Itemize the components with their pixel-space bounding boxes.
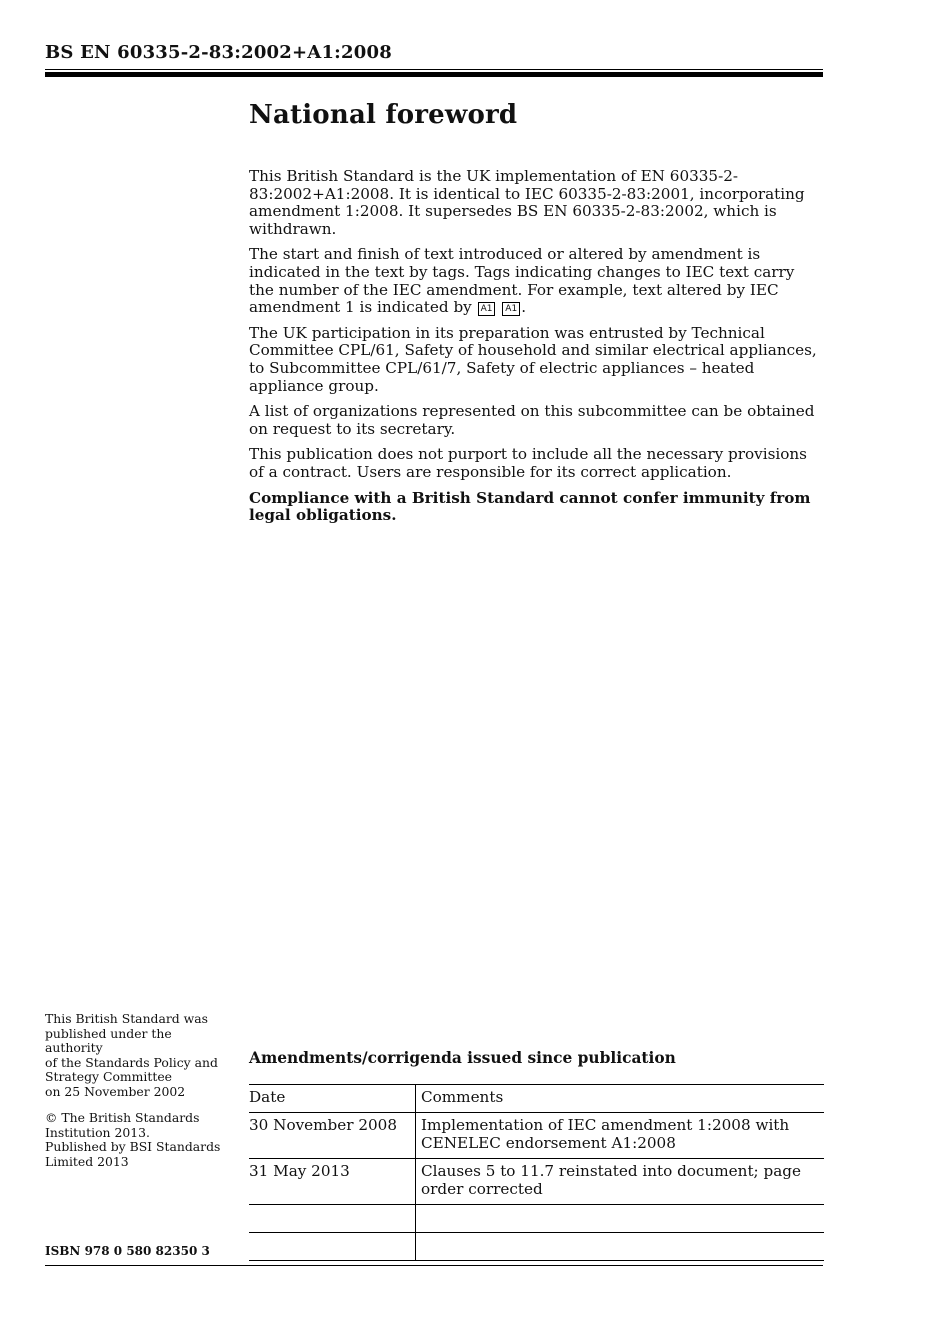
table-row [249,1233,824,1261]
table-row [249,1205,824,1233]
amendments-title: Amendments/corrigenda issued since publication [249,1049,676,1067]
amendment-open-tag-icon: A1 [478,302,496,316]
amendment-close-tag-icon: A1 [502,302,520,316]
table-row [249,1159,824,1205]
paragraph-contract: This publication does not purport to include all the necessary provisions of a contract. Users are responsible for its correct application. [249,445,807,481]
row-date: 31 May 2013 [249,1159,416,1205]
table-row [249,1113,824,1159]
row-date [249,1233,416,1261]
header-thin-rule [45,69,823,70]
column-header-date: Date [249,1085,416,1113]
copyright-note [45,1111,230,1169]
paragraph-organizations: A list of organizations represented on this subcommittee can be obtained on request to its secretary. [249,402,815,438]
paragraph-compliance: Compliance with a British Standard cannot confer immunity from legal obligations. [249,488,811,525]
paragraph-amendment-tags-text: The start and finish of text introduced or altered by amendment is indicated in the text by tags. Tags indicating changes to IEC text carry the number of the IEC amendment. For example, text altered by IEC amendment 1 is indicated by [249,245,795,317]
footer-rule [45,1265,823,1266]
header-thick-rule [45,72,823,77]
isbn: ISBN 978 0 580 82350 3 [45,1244,210,1258]
row-comment: Implementation of IEC amendment 1:2008 with CENELEC endorsement A1:2008 [416,1113,825,1159]
row-comment [416,1205,825,1233]
row-comment: Clauses 5 to 11.7 reinstated into document; page order corrected [416,1159,825,1205]
paragraph-committee: The UK participation in its preparation was entrusted by Technical Committee CPL/61, Safety of household and similar electrical appliances, to Subcommittee CPL/61/7, Safety of electric appliances – heated appliance group. [249,323,817,395]
copyright-note-text: © The British Standards Institution 2013. Published by BSI Standards Limited 2013 [45,1110,221,1169]
table-header-row [249,1085,824,1113]
document-id-header: BS EN 60335-2-83:2002+A1:2008 [45,42,392,63]
foreword-body [249,100,824,533]
publication-note [45,1012,230,1100]
row-date: 30 November 2008 [249,1113,416,1159]
row-comment [416,1233,825,1261]
paragraph-amendment-tags [249,246,824,316]
paragraph-implementation: This British Standard is the UK implementation of EN 60335-2-83:2002+A1:2008. It is identical to IEC 60335-2-83:2001, incorporating amendment 1:2008. It supersedes BS EN 60335-2-83:2002, which is withdrawn. [249,167,805,238]
column-header-comments: Comments [416,1085,825,1113]
page-title: National foreword [249,100,518,130]
row-date [249,1205,416,1233]
paragraph-amendment-tags-end: . [521,298,527,317]
amendments-table [249,1084,824,1261]
publication-note-text: This British Standard was published under the authority of the Standards Policy and Strategy Committee on 25 November 2002 [45,1011,218,1099]
